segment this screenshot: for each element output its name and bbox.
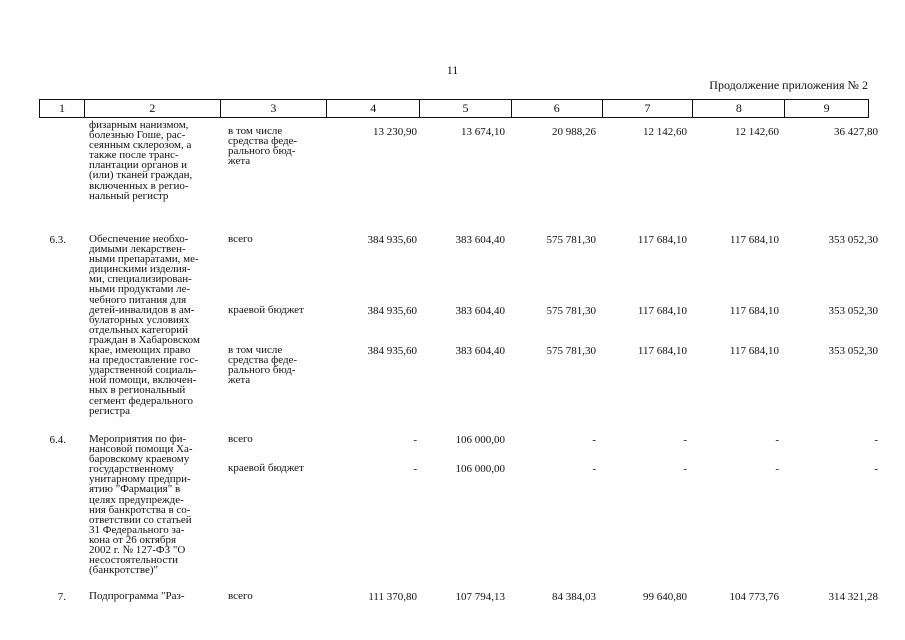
value-col-4: 384 935,60 (367, 305, 417, 317)
value-col-5: 106 000,00 (455, 463, 505, 475)
header-col-9: 9 (823, 101, 830, 115)
value-col-7: 117 684,10 (637, 305, 687, 317)
value-col-5: 383 604,40 (455, 234, 505, 246)
value-col-9: - (874, 434, 878, 446)
value-col-8: 117 684,10 (729, 234, 779, 246)
value-col-8: 117 684,10 (729, 345, 779, 357)
value-col-8: 12 142,60 (735, 126, 779, 138)
value-col-9: 314 321,28 (828, 591, 878, 603)
value-col-9: - (874, 463, 878, 475)
header-col-6: 6 (512, 100, 603, 117)
value-col-6: - (592, 434, 596, 446)
value-col-6: 575 781,30 (546, 305, 596, 317)
row-source: в том числе средства феде- рального бюд- жета (228, 344, 298, 387)
value-col-7: 117 684,10 (637, 234, 687, 246)
value-col-7: - (683, 434, 687, 446)
value-col-9: 36 427,80 (834, 126, 878, 138)
value-col-4: 111 370,80 (368, 591, 417, 603)
page-number: 11 (446, 63, 459, 77)
row-source: краевой бюджет (228, 304, 304, 316)
row-source: всего (228, 233, 253, 245)
value-col-6: 84 384,03 (552, 591, 596, 603)
header-col-2: 2 (85, 100, 221, 117)
value-col-5: 13 674,10 (461, 126, 505, 138)
row-index: 6.3. (49, 234, 66, 246)
value-col-4: - (413, 434, 417, 446)
value-col-8: - (775, 463, 779, 475)
value-col-7: - (683, 463, 687, 475)
row-source: в том числе средства феде- рального бюд- жета (228, 125, 298, 168)
header-col-3: 3 (221, 100, 328, 117)
header-col-4: 4 (327, 100, 420, 117)
header-col-8: 8 (693, 100, 785, 117)
continuation-label: Продолжение приложения № 2 (709, 78, 868, 92)
row-description: Обеспечение необхо- димыми лекарствен- ными препаратами, ме- дицинскими изделия- ми, специализирован- ными продуктами ле- чебного питания для детей-инвалидов в ам- булаторных условиях отдельных категорий граждан в Хабаровском крае, имеющих право на предоставление гос- ударственной социаль- ной помощи, включен- ных в региональный сегмент федерального регистра (89, 233, 200, 417)
row-description: физарным нанизмом, болезнью Гоше, рас- сеянным склерозом, а также после транс- плантации органов и (или) тканей граждан, включенных в регио- нальный регистр (89, 119, 193, 202)
value-col-5: 106 000,00 (455, 434, 505, 446)
value-col-6: 20 988,26 (552, 126, 596, 138)
value-col-5: 383 604,40 (455, 305, 505, 317)
value-col-5: 383 604,40 (455, 345, 505, 357)
header-col-7: 7 (603, 100, 694, 117)
value-col-4: 384 935,60 (367, 234, 417, 246)
row-source: всего (228, 590, 253, 602)
value-col-9: 353 052,30 (828, 234, 878, 246)
row-description: Мероприятия по фи- нансовой помощи Ха- баровскому краевому государственному унитарному предпри- ятию "Фармация" в целях предупрежде- ния банкротства в со- ответствии со статьей 31 Федерального за- кона от 26 октября 2002 г. № 127-ФЗ "О несостоятельности (банкротстве)" (89, 433, 193, 577)
value-col-8: 104 773,76 (729, 591, 779, 603)
row-index: 6.4. (49, 434, 66, 446)
value-col-6: - (592, 463, 596, 475)
value-col-4: 13 230,90 (373, 126, 417, 138)
value-col-7: 12 142,60 (643, 126, 687, 138)
row-index: 7. (57, 591, 66, 603)
row-source: краевой бюджет (228, 462, 304, 474)
table-header (39, 99, 869, 118)
header-col-1: 1 (40, 100, 85, 117)
row-description: Подпрограмма "Раз- (89, 590, 185, 602)
row-source: всего (228, 433, 253, 445)
value-col-9: 353 052,30 (828, 305, 878, 317)
value-col-9: 353 052,30 (828, 345, 878, 357)
value-col-7: 117 684,10 (637, 345, 687, 357)
value-col-8: 117 684,10 (729, 305, 779, 317)
header-col-5: 5 (420, 100, 512, 117)
value-col-4: - (413, 463, 417, 475)
value-col-7: 99 640,80 (643, 591, 687, 603)
value-col-6: 575 781,30 (546, 345, 596, 357)
value-col-6: 575 781,30 (546, 234, 596, 246)
value-col-8: - (775, 434, 779, 446)
value-col-5: 107 794,13 (455, 591, 505, 603)
value-col-4: 384 935,60 (367, 345, 417, 357)
